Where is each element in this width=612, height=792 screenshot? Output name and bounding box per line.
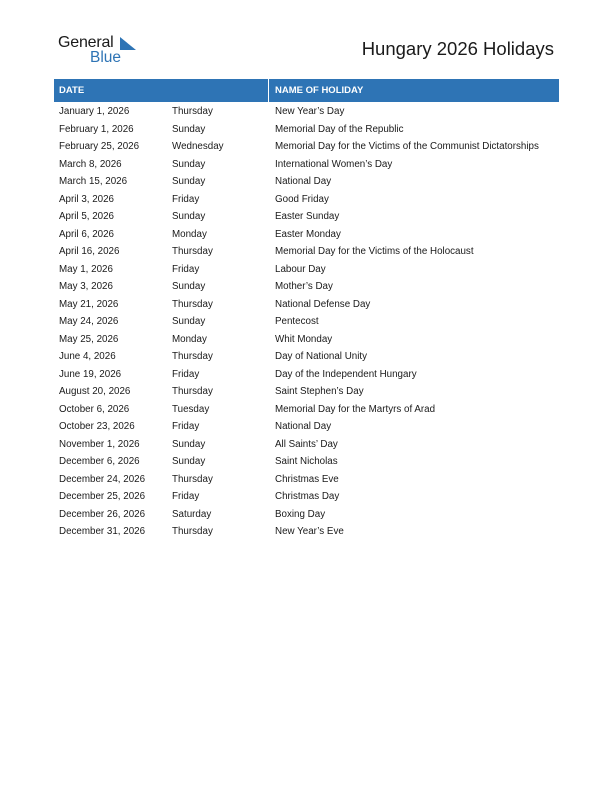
column-header-date: DATE: [54, 79, 269, 102]
holiday-name-cell: National Day: [275, 176, 332, 187]
table-row: [54, 156, 559, 174]
weekday-cell: Sunday: [172, 456, 206, 467]
logo-flag-icon: [120, 37, 136, 50]
holiday-name-cell: National Defense Day: [275, 298, 371, 310]
weekday-cell: Sunday: [172, 438, 206, 450]
date-cell: April 5, 2026: [59, 211, 115, 222]
table-row: [54, 506, 559, 524]
table-row: [54, 121, 559, 139]
holiday-name-cell: Day of National Unity: [275, 351, 368, 362]
weekday-cell: Thursday: [172, 526, 213, 537]
weekday-cell: Thursday: [172, 106, 213, 117]
holiday-name-cell: Memorial Day of the Republic: [275, 123, 404, 135]
table-row: [54, 243, 559, 261]
holiday-name-cell: Memorial Day for the Victims of the Holocaust: [275, 246, 474, 257]
table-row: [54, 488, 559, 506]
table-row: [54, 366, 559, 384]
date-cell: December 26, 2026: [59, 508, 146, 520]
generalblue-logo: [58, 34, 148, 68]
table-row: [54, 226, 559, 244]
date-cell: May 21, 2026: [59, 298, 119, 310]
page-title: Hungary 2026 Holidays: [361, 38, 554, 59]
date-cell: May 1, 2026: [59, 263, 113, 275]
holiday-name-cell: Memorial Day for the Victims of the Communist Dictatorships: [275, 141, 539, 152]
weekday-cell: Monday: [172, 228, 207, 240]
holiday-name-cell: Easter Sunday: [275, 211, 340, 222]
weekday-cell: Sunday: [172, 211, 206, 222]
weekday-cell: Thursday: [172, 351, 213, 362]
column-header-holiday-name: NAME OF HOLIDAY: [275, 85, 364, 96]
holiday-name-cell: Boxing Day: [275, 508, 326, 520]
weekday-cell: Friday: [172, 263, 200, 275]
date-cell: December 24, 2026: [59, 473, 146, 485]
holiday-name-cell: Whit Monday: [275, 333, 333, 345]
date-cell: February 1, 2026: [59, 123, 134, 135]
holiday-name-cell: Memorial Day for the Martyrs of Arad: [275, 403, 436, 415]
table-row: [54, 523, 559, 541]
weekday-cell: Wednesday: [172, 141, 224, 152]
holiday-name-cell: New Year’s Eve: [275, 526, 344, 537]
date-cell: May 25, 2026: [59, 333, 119, 345]
date-cell: April 16, 2026: [59, 246, 120, 257]
date-cell: October 23, 2026: [59, 421, 135, 432]
logo-blue-text: Blue: [90, 49, 122, 66]
table-row: [54, 261, 559, 279]
holiday-name-cell: International Women’s Day: [275, 158, 393, 170]
table-body: [54, 102, 559, 541]
weekday-cell: Sunday: [172, 281, 206, 292]
table-row: [54, 296, 559, 314]
date-cell: May 24, 2026: [59, 316, 119, 327]
date-cell: April 6, 2026: [59, 228, 115, 240]
weekday-cell: Sunday: [172, 123, 206, 135]
table-row: [54, 471, 559, 489]
table-row: [54, 103, 559, 121]
holiday-name-cell: New Year’s Day: [275, 106, 345, 117]
holiday-name-cell: Pentecost: [275, 316, 319, 327]
holiday-name-cell: Mother’s Day: [275, 281, 333, 292]
date-cell: April 3, 2026: [59, 193, 115, 205]
table-row: [54, 208, 559, 226]
holiday-name-cell: Saint Nicholas: [275, 456, 338, 467]
holiday-name-cell: Easter Monday: [275, 228, 341, 240]
weekday-cell: Thursday: [172, 386, 213, 397]
date-cell: March 8, 2026: [59, 158, 122, 170]
weekday-cell: Sunday: [172, 158, 206, 170]
date-cell: November 1, 2026: [59, 438, 140, 450]
weekday-cell: Sunday: [172, 176, 206, 187]
table-row: [54, 418, 559, 436]
holiday-name-cell: Day of the Independent Hungary: [275, 368, 417, 380]
logo-general-text: General: [58, 34, 114, 51]
table-row: [54, 331, 559, 349]
table-row: [54, 453, 559, 471]
weekday-cell: Friday: [172, 421, 200, 432]
table-header: [54, 79, 559, 102]
weekday-cell: Tuesday: [172, 403, 210, 415]
holiday-name-cell: Christmas Eve: [275, 473, 339, 485]
table-row: [54, 401, 559, 419]
holiday-name-cell: National Day: [275, 421, 332, 432]
holiday-name-cell: Good Friday: [275, 193, 329, 205]
table-row: [54, 348, 559, 366]
date-cell: March 15, 2026: [59, 176, 128, 187]
weekday-cell: Thursday: [172, 298, 213, 310]
weekday-cell: Thursday: [172, 473, 213, 485]
table-row: [54, 383, 559, 401]
table-row: [54, 138, 559, 156]
table-row: [54, 173, 559, 191]
date-cell: May 3, 2026: [59, 281, 113, 292]
date-cell: June 4, 2026: [59, 351, 116, 362]
weekday-cell: Sunday: [172, 316, 206, 327]
date-cell: August 20, 2026: [59, 386, 131, 397]
date-cell: December 6, 2026: [59, 456, 140, 467]
date-cell: January 1, 2026: [59, 106, 130, 117]
table-row: [54, 191, 559, 209]
holidays-table: [54, 79, 559, 541]
holiday-name-cell: Saint Stephen’s Day: [275, 386, 364, 397]
table-row: [54, 313, 559, 331]
weekday-cell: Friday: [172, 368, 200, 380]
weekday-cell: Friday: [172, 491, 200, 502]
weekday-cell: Saturday: [172, 508, 212, 520]
date-cell: December 31, 2026: [59, 526, 146, 537]
holiday-name-cell: All Saints’ Day: [275, 438, 338, 450]
date-cell: February 25, 2026: [59, 141, 140, 152]
weekday-cell: Friday: [172, 193, 200, 205]
holiday-name-cell: Labour Day: [275, 263, 326, 275]
date-cell: December 25, 2026: [59, 491, 146, 502]
date-cell: June 19, 2026: [59, 368, 122, 380]
table-row: [54, 436, 559, 454]
weekday-cell: Monday: [172, 333, 207, 345]
holiday-name-cell: Christmas Day: [275, 491, 340, 502]
weekday-cell: Thursday: [172, 246, 213, 257]
date-cell: October 6, 2026: [59, 403, 130, 415]
table-row: [54, 278, 559, 296]
